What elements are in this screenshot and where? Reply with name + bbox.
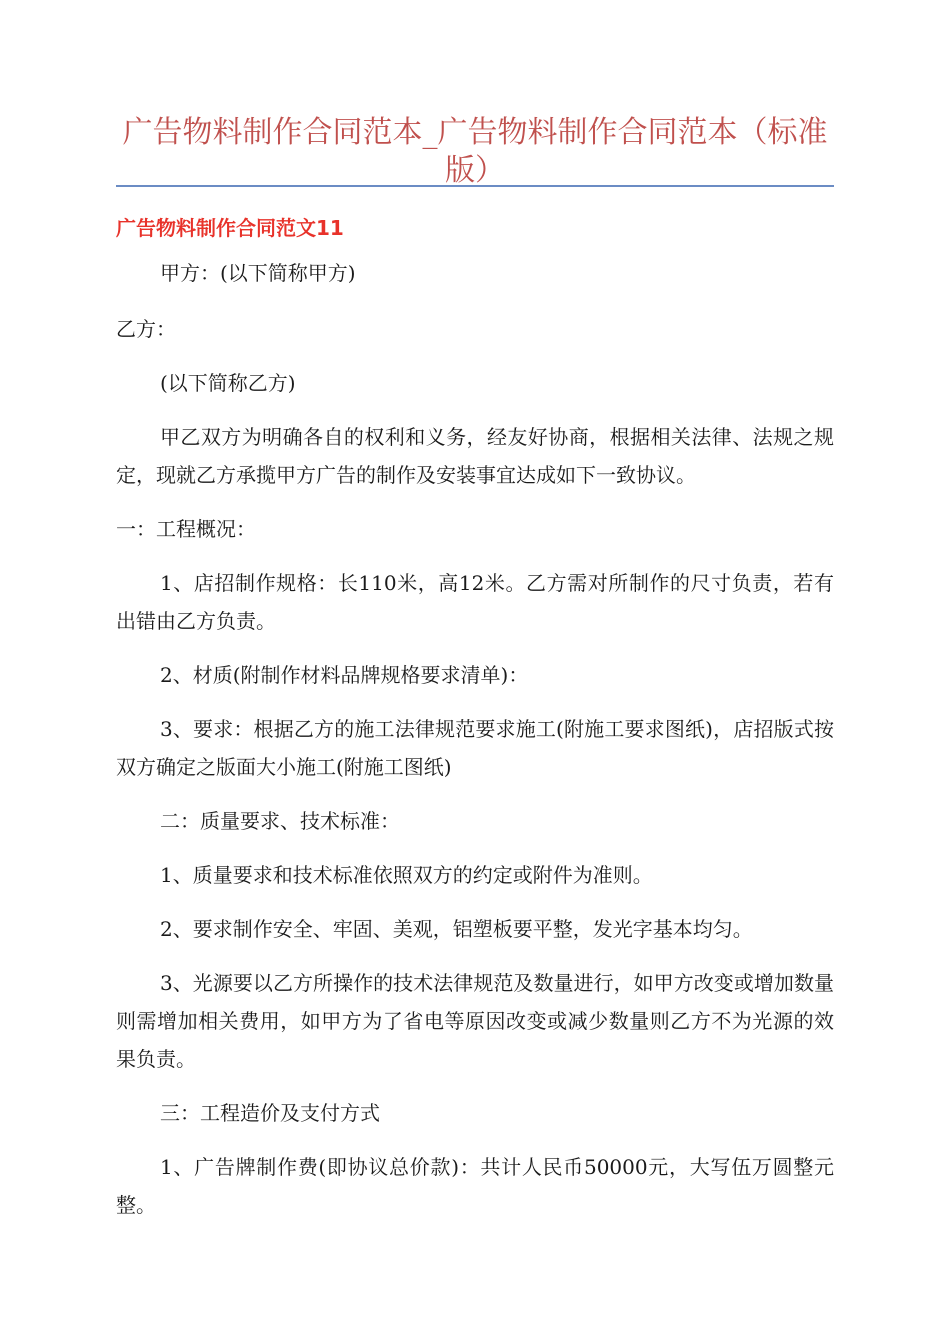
clause-heading-2: 二：质量要求、技术标准： [160,809,400,833]
clause-heading-1: 一：工程概况： [116,517,256,541]
clause-1-item-1: 1、店招制作规格：长110米，高12米。乙方需对所制作的尺寸负责，若有出错由乙方负责。 [116,571,834,633]
agreement-preamble: 甲乙双方为明确各自的权利和义务，经友好协商，根据相关法律、法规之规定，现就乙方承揽甲方广告的制作及安装事宜达成如下一致协议。 [116,425,834,487]
clause-heading-3: 三：工程造价及支付方式 [160,1101,380,1125]
party-b-line: 乙方： [116,317,176,341]
section-heading: 广告物料制作合同范文11 [116,216,344,240]
clause-3-item-1: 1、广告牌制作费(即协议总价款)：共计人民币50000元，大写伍万圆整元整。 [116,1155,834,1217]
clause-2-item-1: 1、质量要求和技术标准依照双方的约定或附件为准则。 [160,863,653,887]
clause-1-item-3: 3、要求：根据乙方的施工法律规范要求施工(附施工要求图纸)，店招版式按双方确定之版面大小施工(附施工图纸) [116,717,834,779]
party-a-line: 甲方：(以下简称甲方) [160,261,356,285]
clause-2-item-3: 3、光源要以乙方所操作的技术法律规范及数量进行，如甲方改变或增加数量则需增加相关费用，如甲方为了省电等原因改变或减少数量则乙方不为光源的效果负责。 [116,971,834,1071]
clause-1-item-2: 2、材质(附制作材料品牌规格要求清单)： [160,663,529,687]
party-b-note: (以下简称乙方) [160,371,296,395]
document-title: 广告物料制作合同范本_广告物料制作合同范本（标准版） [122,115,828,188]
title-divider [116,185,834,187]
clause-2-item-2: 2、要求制作安全、牢固、美观，铝塑板要平整，发光字基本均匀。 [160,917,753,941]
